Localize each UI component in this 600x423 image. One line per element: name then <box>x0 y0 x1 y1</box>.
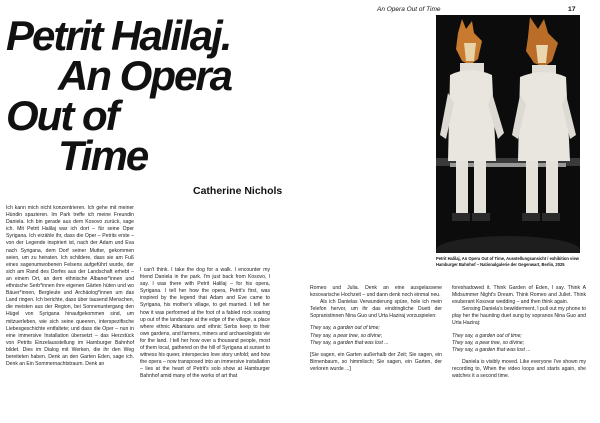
running-title: An Opera Out of Time <box>377 6 441 13</box>
english-column-2 <box>452 285 586 380</box>
performers-illustration <box>436 15 580 253</box>
german-translation: [Sie sagen, ein Garten außerhalb der Zeit; Sie sagen, ein Birnenbaum, so himmlisch; Sie sagen, ein Garten, der verloren wurde ...] <box>310 351 442 372</box>
german-column-1 <box>6 205 134 368</box>
english-column-1 <box>140 267 270 381</box>
german-quote-line: They say, a garden out of time; <box>310 325 380 332</box>
german-paragraph: Ich kann mich nicht konzentrieren. Ich gehe mit meiner Hündin spazieren. Im Park treffe ich meine Freundin Daniela. Ich bin gerade aus dem Kosovo zurück, sage ich. Mit Petrit Halilaj war ich dort – für seine Oper Syrigana. Ich erzähle ihr, dass die Oper – Petrits erste – von der Legende inspiriert ist, nach der Adam und Eva nach Syrigana, dem Dorf seiner Mutter, gekommen seien, um zu heiraten. Ich schildere, dass sie am Fuß eines sagenumwobenen Felsens aufgeführt wurde, der sich am Rand des Dorfes aus der Landschaft erhebt – an einem Ort, an dem ethnische Albaner*innen und ethnische Serb*innen ihre eigenen Gärten hüten und wo Bäuer*innen, Bergleute und Archäolog*innen um das Land ringen. Ich berichte, dass über tausend Menschen, die meisten aus der Region, bei Sonnenuntergang den Hügel von Syrigana hinaufgekommen sind, um mitzuerleben, wie sich seine queeren, interspezifische Liebesgeschichte entfaltete; und dass die Oper – nun in eine immersive Installation übersetzt – das Herzstück von Petrits Einzelausstellung im Hamburger Bahnhof bildet. Dies im Dialog mit Werken, die ihr den Weg bereiteten haben. Denk an den Garten Eden, sage ich. Denk an Ein Sommernachtstraum. Denk an <box>6 205 134 368</box>
english-paragraph: foreshadowed it. Think Garden of Eden, I say. Think A Midsummer Night's Dream. Think Romeo and Juliet. Think exuberant Kosovar wedding – and then think again. <box>452 285 586 306</box>
page-number: 17 <box>568 6 576 13</box>
german-paragraph: Romeo und Julia. Denk an eine ausgelassene kosovarische Hochzeit – und dann denk noch einmal neu. <box>310 285 442 299</box>
article-title <box>6 12 276 179</box>
english-quote-line: They say, a garden that was lost ... <box>452 346 531 353</box>
german-quote-line: They say, a garden that was lost ... <box>310 339 389 346</box>
english-quote-line: They say, a garden out of time; <box>452 332 522 339</box>
exhibition-photo <box>436 15 580 253</box>
title-line-2: An Opera <box>58 52 232 99</box>
title-line-3: Out of <box>6 92 118 139</box>
german-column-2 <box>310 285 442 373</box>
english-quote-line: They say, a pear tree, so divine; <box>452 339 525 346</box>
photo-caption: Petrit Halilaj, An Opera Out of Time, Ausstellungsansicht / exhibition view Hamburger Bahnhof – Nationalgalerie der Gegenwart, Berlin, 2025 <box>436 256 579 267</box>
english-paragraph: Daniela is visibly moved. Like everyone I've shown my recording to, When the video loops and starts again, she watches it a second time. <box>452 358 586 380</box>
german-quote-line: They say, a pear tree, so divine; <box>310 332 383 339</box>
title-line-1: Petrit Halilaj. <box>6 12 231 59</box>
english-paragraph: Sensing Daniela's bewilderment, I pull out my phone to play her the haunting duet sung by sopranos Nina Guo and Urta Haziraj: <box>452 306 586 327</box>
english-paragraph: I can't think. I take the dog for a walk. I encounter my friend Daniela in the park. I'm just back from Kosovo, I say. I was there with Petrit Halilaj – for his opera, Syrigana. I tell her how the opera, Petrit's first, was inspired by the legend that Adam and Eve came to Syrigana, his mother's village, to get married. I tell her how it was performed at the foot of a fabled rock soaring up out of the landscape at the edge of the village, a place where ethnic Albanians and ethnic Serbs keep to their own gardens, and farmers, miners and archaeologists vie for the land. I tell her how over a thousand people, most of them local, gathered on the hill of Syrigana at sunset to witness his queer, interspecies love story unfold; and how the opera – now transposed into an immersive installation – lies at the heart of Petrit's solo show at Hamburger Bahnhof amid many of the works of art that <box>140 267 270 380</box>
german-paragraph: Als ich Danielas Verwunderung spüre, hole ich mein Telefon hervor, um ihr das eindringliche Duett der Sopranistinnen Nina Guo und Urta Haziraj vorzuspielen: <box>310 299 442 320</box>
author-name: Catherine Nichols <box>193 185 283 197</box>
title-line-4: Time <box>58 132 148 179</box>
